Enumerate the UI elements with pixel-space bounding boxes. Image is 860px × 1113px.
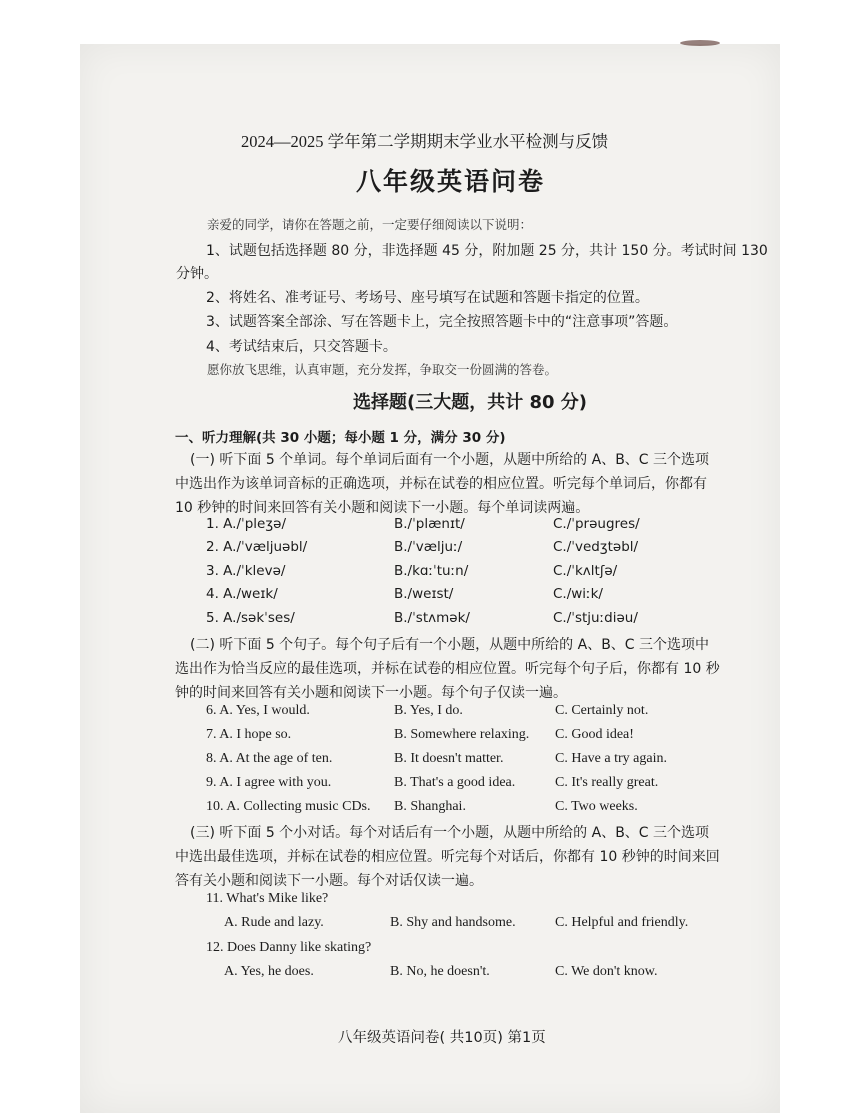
question-option-a: 3. A./ˈklevə/ bbox=[206, 563, 286, 579]
sub2-instruction-line: (二) 听下面 5 个句子。每个句子后有一个小题，从题中所给的 A、B、C 三个选项中 bbox=[190, 637, 710, 653]
question-option-c: C. We don't know. bbox=[555, 964, 658, 979]
sub1-instruction-line: (一) 听下面 5 个单词。每个单词后面有一个小题，从题中所给的 A、B、C 三个选项 bbox=[190, 452, 710, 468]
question-option-b: B./kɑːˈtuːn/ bbox=[394, 563, 469, 579]
question-option-a: 6. A. Yes, I would. bbox=[206, 703, 310, 718]
instruction-rule-4: 4、考试结束后，只交答题卡。 bbox=[206, 339, 397, 355]
part-heading-listening: 一、听力理解(共 30 小题；每小题 1 分，满分 30 分) bbox=[175, 430, 506, 446]
instructions-intro: 亲爱的同学，请你在答题之前，一定要仔细阅读以下说明： bbox=[207, 217, 533, 232]
question-option-c: C. Helpful and friendly. bbox=[555, 915, 689, 930]
sub3-instruction-line: 答有关小题和阅读下一小题。每个对话仅读一遍。 bbox=[175, 873, 483, 889]
instruction-rule-1: 1、试题包括选择题 80 分，非选择题 45 分，附加题 25 分，共计 150 分。考试时间 130 bbox=[206, 243, 768, 259]
sub2-instruction-line: 选出作为恰当反应的最佳选项，并标在试卷的相应位置。听完每个句子后，你都有 10 秒 bbox=[175, 661, 720, 677]
question-option-b: B./ˈplænɪt/ bbox=[394, 516, 465, 532]
question-option-b: B. No, he doesn't. bbox=[390, 964, 490, 979]
sub1-instruction-line: 10 秒钟的时间来回答有关小题和阅读下一小题。每个单词读两遍。 bbox=[175, 500, 590, 516]
question-option-c: C./ˈvedʒtəbl/ bbox=[553, 539, 639, 555]
question-option-c: C. It's really great. bbox=[555, 775, 659, 790]
question-option-c: C. Have a try again. bbox=[555, 751, 667, 766]
question-option-b: B. That's a good idea. bbox=[394, 775, 516, 790]
question-option-a: 10. A. Collecting music CDs. bbox=[206, 799, 371, 814]
sub3-instruction-line: 中选出最佳选项，并标在试卷的相应位置。听完每个对话后，你都有 10 秒钟的时间来回 bbox=[175, 849, 720, 865]
question-option-c: C./ˈstjuːdiəu/ bbox=[553, 610, 638, 626]
question-option-a: 4. A./weɪk/ bbox=[206, 586, 278, 602]
sub2-instruction-line: 钟的时间来回答有关小题和阅读下一小题。每个句子仅读一遍。 bbox=[175, 685, 567, 701]
page-footer: 八年级英语问卷( 共10页) 第1页 bbox=[338, 1030, 546, 1046]
exam-title: 2024—2025 学年第二学期期末学业水平检测与反馈 bbox=[241, 132, 609, 151]
question-option-a: 5. A./səkˈses/ bbox=[206, 610, 295, 626]
question-option-b: B./ˈvæljuː/ bbox=[394, 539, 463, 555]
sub3-instruction-line: (三) 听下面 5 个小对话。每个对话后有一个小题，从题中所给的 A、B、C 三个选项 bbox=[190, 825, 710, 841]
question-option-b: B. It doesn't matter. bbox=[394, 751, 504, 766]
question-option-a: A. Rude and lazy. bbox=[224, 915, 324, 930]
question-stem: 11. What's Mike like? bbox=[206, 891, 329, 906]
instruction-rule-1-cont: 分钟。 bbox=[176, 266, 218, 282]
sub1-instruction-line: 中选出作为该单词音标的正确选项，并标在试卷的相应位置。听完每个单词后，你都有 bbox=[175, 476, 707, 492]
instruction-rule-3: 3、试题答案全部涂、写在答题卡上，完全按照答题卡中的“注意事项”答题。 bbox=[206, 314, 678, 330]
exam-subtitle: 八年级英语问卷 bbox=[356, 167, 546, 196]
question-option-b: B. Shanghai. bbox=[394, 799, 466, 814]
question-option-a: 7. A. I hope so. bbox=[206, 727, 292, 742]
question-option-b: B. Yes, I do. bbox=[394, 703, 463, 718]
question-option-c: C./ˈprəugres/ bbox=[553, 516, 640, 532]
instruction-rule-2: 2、将姓名、准考证号、考场号、座号填写在试题和答题卡指定的位置。 bbox=[206, 290, 649, 306]
question-option-b: B./ˈstʌmək/ bbox=[394, 610, 470, 626]
question-option-c: C. Two weeks. bbox=[555, 799, 638, 814]
question-option-a: 1. A./ˈpleʒə/ bbox=[206, 516, 286, 532]
question-option-a: 8. A. At the age of ten. bbox=[206, 751, 333, 766]
question-stem: 12. Does Danny like skating? bbox=[206, 940, 372, 955]
question-option-b: B./weɪst/ bbox=[394, 586, 454, 602]
instructions-wish: 愿你放飞思维，认真审题，充分发挥，争取交一份圆满的答卷。 bbox=[207, 362, 558, 377]
question-option-c: C. Good idea! bbox=[555, 727, 634, 742]
question-option-a: A. Yes, he does. bbox=[224, 964, 314, 979]
question-option-a: 9. A. I agree with you. bbox=[206, 775, 332, 790]
question-option-c: C. Certainly not. bbox=[555, 703, 649, 718]
question-option-a: 2. A./ˈvæljuəbl/ bbox=[206, 539, 308, 555]
question-option-c: C./wiːk/ bbox=[553, 586, 603, 602]
question-option-c: C./ˈkʌltʃə/ bbox=[553, 563, 618, 579]
question-option-b: B. Somewhere relaxing. bbox=[394, 727, 530, 742]
section-title: 选择题(三大题，共计 80 分) bbox=[353, 392, 588, 413]
question-option-b: B. Shy and handsome. bbox=[390, 915, 516, 930]
